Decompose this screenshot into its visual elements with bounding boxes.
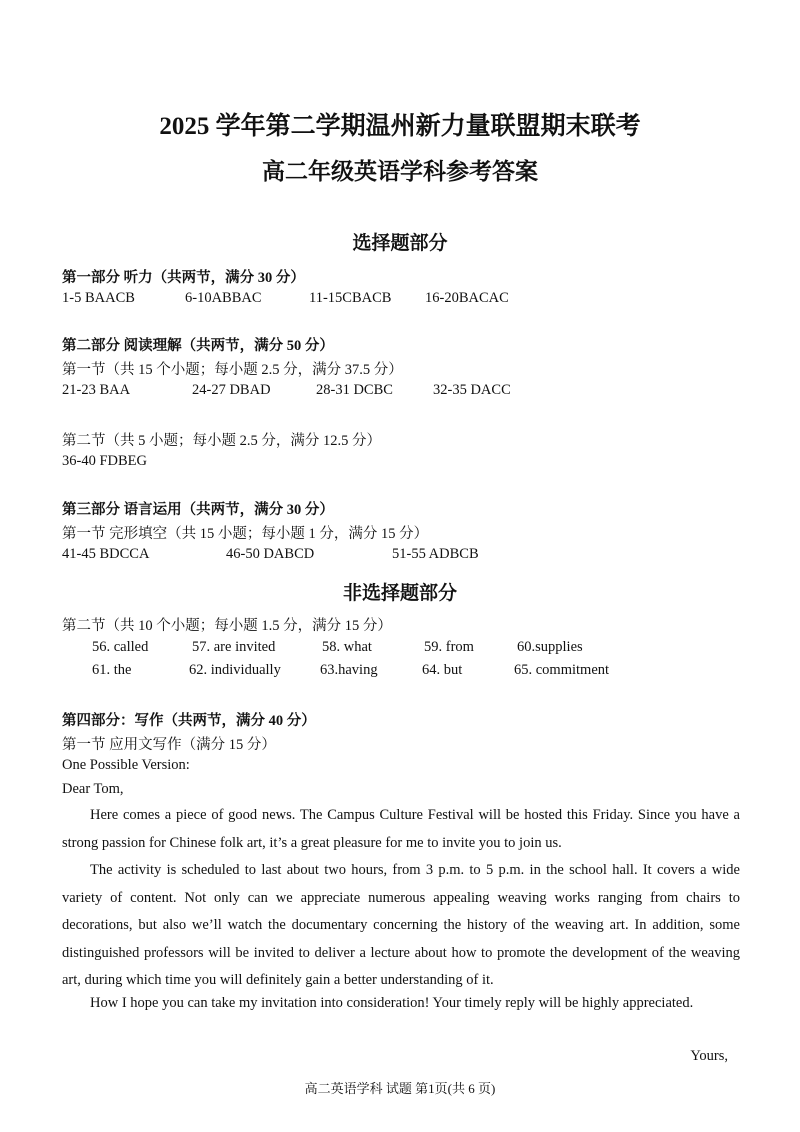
answer-group: 28-31 DCBC xyxy=(316,382,393,398)
answer-group: 32-35 DACC xyxy=(433,382,511,398)
letter-paragraph: How I hope you can take my invitation into consideration! Your timely reply will be highly appreciated. xyxy=(90,995,694,1011)
part2-sec1-title: 第一节（共 15 个小题；每小题 2.5 分，满分 37.5 分） xyxy=(62,362,403,378)
letter-paragraph: Here comes a piece of good news. The Campus Culture Festival will be hosted this Friday. Since you have a strong passion for Chinese folk art, it’s a great pleasure for me to invite you to join us. xyxy=(62,807,740,851)
fill-answer: 59. from xyxy=(424,639,474,655)
letter-paragraph: The activity is scheduled to last about two hours, from 3 p.m. to 5 p.m. in the school hall. It covers a wide variety of content. Not only can we appreciate numerous appealing weaving works ranging from chairs to decorations, but also we’ll watch the documentary concerning the history of the weaving art. In addition, some distinguished professors will be invited to deliver a lecture about how to promote the development of the weaving art, during which time you will definitely gain a better understanding of it. xyxy=(62,862,740,989)
fill-answer: 61. the xyxy=(92,662,132,678)
answer-group: 24-27 DBAD xyxy=(192,382,271,398)
part4-sec1-title: 第一节 应用文写作（满分 15 分） xyxy=(62,737,276,753)
answer-group: 46-50 DABCD xyxy=(226,546,315,562)
page-footer: 高二英语学科 试题 第1页(共 6 页) xyxy=(304,1081,496,1096)
fill-answer: 62. individually xyxy=(189,662,281,678)
answer-group: 11-15CBACB xyxy=(309,290,392,306)
letter-signoff: Yours, xyxy=(690,1048,728,1064)
fill-answer: 56. called xyxy=(92,639,149,655)
part4-title: 第四部分：写作（共两节，满分 40 分） xyxy=(62,713,316,729)
page-title: 2025 学年第二学期温州新力量联盟期末联考 xyxy=(159,113,641,140)
subjective-heading: 非选择题部分 xyxy=(342,583,457,604)
part3-sec1-title: 第一节 完形填空（共 15 小题；每小题 1 分，满分 15 分） xyxy=(62,526,429,542)
part1-title: 第一部分 听力（共两节，满分 30 分） xyxy=(62,270,305,286)
answer-group: 1-5 BAACB xyxy=(62,290,135,306)
fill-answer: 58. what xyxy=(322,639,372,655)
part2-sec2-title: 第二节（共 5 小题；每小题 2.5 分，满分 12.5 分） xyxy=(62,433,381,449)
fill-answer: 63.having xyxy=(320,662,378,678)
answer-group: 6-10ABBAC xyxy=(185,290,262,306)
answer-group: 21-23 BAA xyxy=(62,382,131,398)
answer-group: 41-45 BDCCA xyxy=(62,546,150,562)
subjective-sec2-title: 第二节（共 10 个小题；每小题 1.5 分，满分 15 分） xyxy=(62,618,392,634)
fill-answer: 65. commitment xyxy=(514,662,610,678)
objective-heading: 选择题部分 xyxy=(352,233,448,254)
version-label: One Possible Version: xyxy=(62,757,190,773)
fill-answer: 60.supplies xyxy=(517,639,583,655)
answer-group: 51-55 ADBCB xyxy=(392,546,479,562)
answer-group: 36-40 FDBEG xyxy=(62,453,147,469)
answer-group: 16-20BACAC xyxy=(425,290,509,306)
fill-answer: 57. are invited xyxy=(192,639,276,655)
part2-title: 第二部分 阅读理解（共两节，满分 50 分） xyxy=(62,338,334,354)
letter-greeting: Dear Tom, xyxy=(62,781,124,797)
fill-answer: 64. but xyxy=(422,662,463,678)
page-subtitle: 高二年级英语学科参考答案 xyxy=(262,159,538,184)
part3-title: 第三部分 语言运用（共两节，满分 30 分） xyxy=(62,502,334,518)
